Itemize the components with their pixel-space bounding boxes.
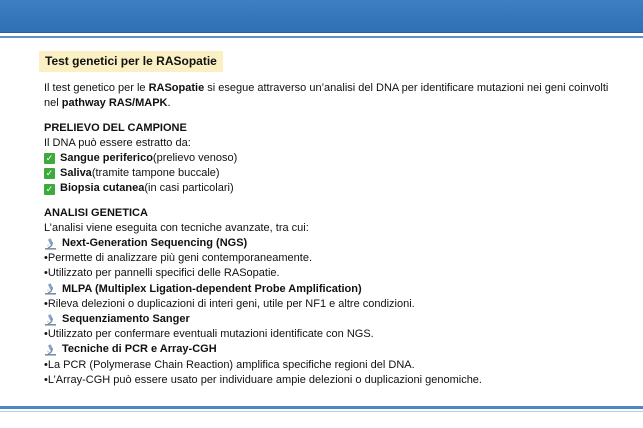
sampling-title: PRELIEVO DEL CAMPIONE <box>44 121 187 134</box>
technique-point: •L’Array-CGH può essere usato per individuare ampie delezioni o duplicazioni genomiche. <box>44 373 482 386</box>
technique-point: •Utilizzato per pannelli specifici delle RASopatie. <box>44 267 280 280</box>
microscope-icon <box>44 344 57 356</box>
intro-text-2: si esegue attraverso un’analisi del DNA per identificare mutazioni nei geni coinvolti nel <box>44 82 609 110</box>
technique-name: Tecniche di PCR e Array-CGH <box>62 343 217 356</box>
technique-point: •Permette di analizzare più geni contemporaneamente. <box>44 252 313 265</box>
technique-heading <box>44 282 618 297</box>
document-body <box>38 51 618 388</box>
analysis-lead: L’analisi viene eseguita con tecniche avanzate, tra cui: <box>44 221 309 234</box>
technique-name: Next-Generation Sequencing (NGS) <box>62 237 248 250</box>
page-title: Test genetici per le RASopatie <box>39 51 223 72</box>
check-mark-icon: ✓ <box>45 168 54 179</box>
list-item <box>44 166 618 181</box>
technique-point: •Utilizzato per confermare eventuali mutazioni identificate con NGS. <box>44 328 374 341</box>
analysis-title: ANALISI GENETICA <box>44 206 148 219</box>
microscope-icon <box>44 314 57 326</box>
sampling-section <box>38 121 618 197</box>
sampling-lead: Il DNA può essere estratto da: <box>44 136 191 149</box>
technique-name: MLPA (Multiplex Ligation-dependent Probe Amplification) <box>62 282 362 295</box>
check-mark-icon: ✓ <box>45 153 54 164</box>
bottom-divider-thin <box>0 411 643 412</box>
top-divider <box>0 36 643 38</box>
list-item <box>44 151 618 166</box>
sample-detail: (prelievo venoso) <box>152 152 238 165</box>
sample-name: Biopsia cutanea <box>60 182 145 195</box>
technique-heading <box>44 312 618 327</box>
intro-paragraph <box>38 81 618 111</box>
list-item <box>44 181 618 196</box>
intro-text-3: . <box>167 97 171 110</box>
check-mark-icon: ✓ <box>45 183 54 194</box>
bottom-divider <box>0 406 643 409</box>
sample-name: Sangue periferico <box>60 152 153 165</box>
technique-point: •La PCR (Polymerase Chain Reaction) amplifica specifiche regioni del DNA. <box>44 358 415 371</box>
sample-name: Saliva <box>60 167 92 180</box>
intro-bold-2: pathway RAS/MAPK <box>61 97 168 110</box>
intro-text-1: Il test genetico per le <box>44 82 149 95</box>
technique-heading <box>44 236 618 251</box>
top-banner <box>0 0 643 33</box>
intro-bold-1: RASopatie <box>148 82 205 95</box>
microscope-icon <box>44 283 57 295</box>
analysis-section <box>38 206 618 388</box>
sample-detail: (tramite tampone buccale) <box>91 167 220 180</box>
technique-point: •Rileva delezioni o duplicazioni di interi geni, utile per NF1 e altre condizioni. <box>44 297 415 310</box>
technique-name: Sequenziamento Sanger <box>62 313 190 326</box>
microscope-icon <box>44 238 57 250</box>
technique-heading <box>44 342 618 357</box>
sample-detail: (in casi particolari) <box>144 182 234 195</box>
